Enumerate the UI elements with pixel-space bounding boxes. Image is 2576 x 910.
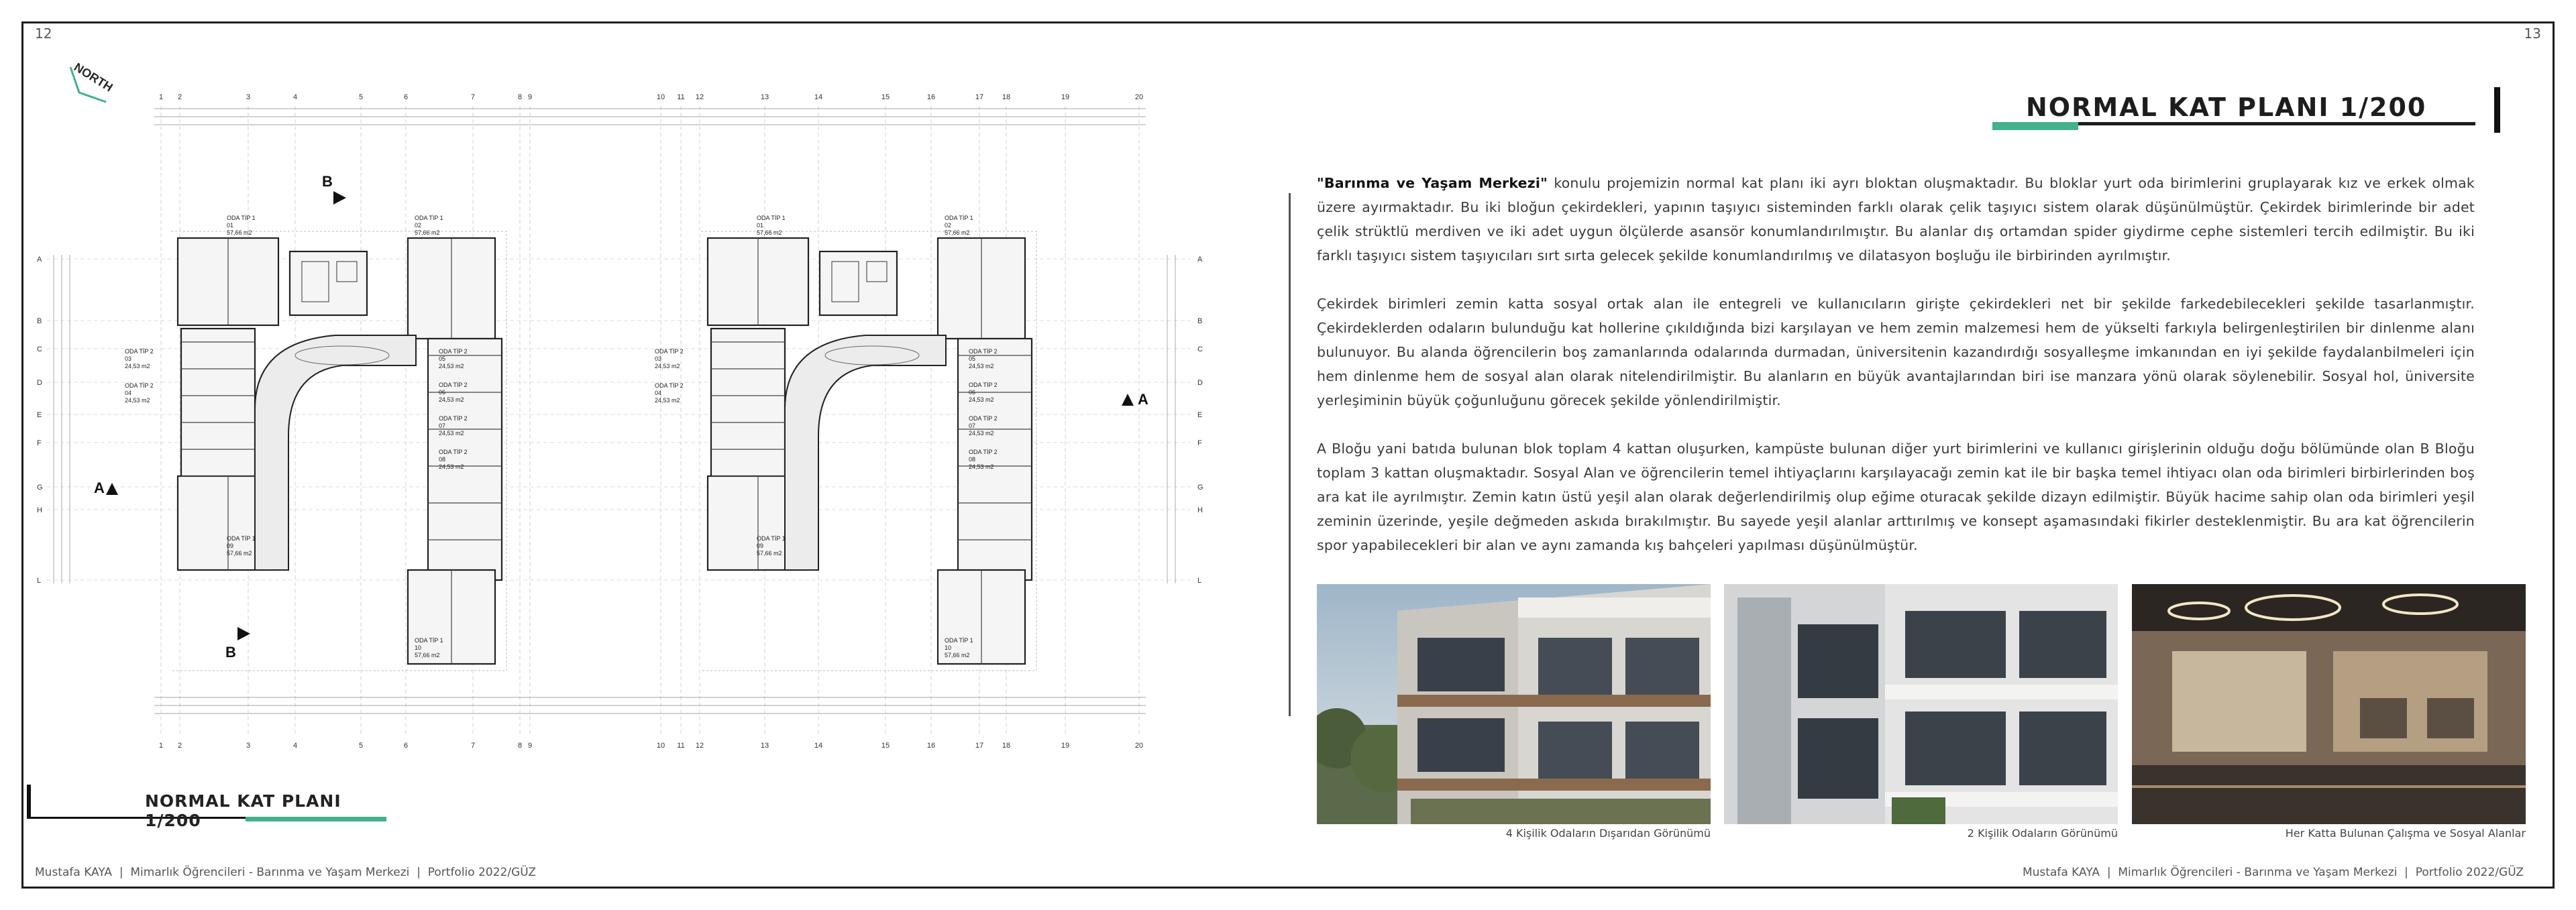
room-area: 24,53 m2 bbox=[969, 463, 994, 470]
grid-col-label-bottom: 17 bbox=[975, 742, 984, 750]
grid-col-label-top: 4 bbox=[292, 93, 298, 101]
room-type: ODA TİP 1 bbox=[415, 215, 443, 221]
room-number: 10 bbox=[945, 644, 952, 651]
room-area: 24,53 m2 bbox=[969, 430, 994, 437]
grid-col-label-bottom: 20 bbox=[1134, 742, 1144, 750]
room-number: 04 bbox=[125, 390, 132, 396]
page-number-right: 13 bbox=[2524, 25, 2541, 42]
room-area: 24,53 m2 bbox=[969, 396, 994, 403]
plan-caption-text: NORMAL KAT PLANI 1/200 bbox=[145, 791, 341, 830]
room-type: ODA TİP 2 bbox=[655, 348, 684, 355]
svg-text:A: A bbox=[94, 479, 105, 496]
grid-col-label-top: 2 bbox=[177, 93, 182, 101]
social-hall bbox=[255, 335, 416, 570]
grid-col-label-top: 12 bbox=[695, 93, 704, 101]
title-accent bbox=[1992, 122, 2078, 130]
grid-row-label-left: B bbox=[37, 317, 42, 325]
room-area: 24,53 m2 bbox=[125, 397, 150, 404]
room-type: ODA TİP 1 bbox=[227, 215, 256, 221]
section-marker-a-left bbox=[94, 479, 118, 496]
room-area: 24,53 m2 bbox=[125, 363, 150, 369]
room-type: ODA TİP 2 bbox=[655, 382, 684, 389]
project-name: "Barınma ve Yaşam Merkezi" bbox=[1317, 175, 1548, 191]
grid-col-label-top: 19 bbox=[1061, 93, 1070, 101]
room-area: 24,53 m2 bbox=[439, 463, 464, 470]
grid-col-label-bottom: 1 bbox=[158, 742, 164, 750]
paragraph-2: Çekirdek birimleri zemin katta sosyal ortak alan ile entegreli ve kullanıcıların girişte çekirdekleri net bir şekilde farkedebilecekleri şekilde tasarlanmıştır. Çekirdeklerden odaların bulunduğu kat hollerine çıkıldığında bizi karşılayan ve hem zemin malzemesi hem de yükselti farkıyla belirgenleştirilen bir dinlenme alanı bulunuyor. Bu alanda öğrencilerin boş zamanlarında odalarında durmadan, üniversitenin kazandırdığı sosyalleşme imkanından en iyi şekilde faydalanbilmeleri için hem dinlenme hem de sosyal alan olarak nitelendirilmiştir. Bu alanların en büyük avantajlarından biri ise manzara yönü olarak söylenebilir. Sosyal hol, üniversite yerleşiminin büyük çoğunluğunu görecek şekilde yönlendirilmiştir. bbox=[1317, 296, 2475, 408]
grid-row-label-left: A bbox=[37, 255, 42, 264]
room-number: 06 bbox=[439, 389, 446, 396]
room-area: 57,66 m2 bbox=[757, 229, 782, 236]
section-marker-b-top bbox=[322, 173, 346, 205]
room-type: ODA TİP 2 bbox=[969, 348, 998, 355]
room-area: 57,66 m2 bbox=[227, 229, 252, 236]
title-end-cap bbox=[2494, 87, 2500, 133]
room-number: 09 bbox=[757, 543, 764, 549]
room-area: 24,53 m2 bbox=[439, 396, 464, 403]
grid-col-label-bottom: 9 bbox=[527, 742, 533, 750]
svg-text:A: A bbox=[1138, 391, 1148, 408]
room-number: 07 bbox=[969, 422, 976, 429]
room-type: ODA TİP 2 bbox=[439, 415, 468, 422]
grid-col-label-top: 5 bbox=[358, 93, 364, 101]
grid-col-label-bottom: 2 bbox=[177, 742, 182, 750]
room-type: ODA TİP 2 bbox=[969, 382, 998, 388]
grid-labels-left bbox=[37, 255, 43, 585]
grid-row-label-right: G bbox=[1197, 484, 1203, 492]
room-area: 57,66 m2 bbox=[415, 652, 440, 659]
room-label bbox=[757, 215, 786, 236]
room-number: 01 bbox=[227, 222, 234, 229]
grid-row-label-right: E bbox=[1197, 411, 1203, 419]
grid-labels-top bbox=[159, 93, 1143, 101]
grid-row-label-left: G bbox=[37, 484, 43, 492]
grid-col-label-top: 11 bbox=[677, 93, 685, 101]
north-arrow bbox=[70, 60, 115, 102]
render-2-person-rooms bbox=[1724, 584, 2118, 824]
room-type: ODA TİP 2 bbox=[969, 415, 998, 422]
svg-text:B: B bbox=[322, 173, 333, 190]
title-block bbox=[1992, 87, 2522, 141]
section-marker-a-right bbox=[1122, 391, 1148, 408]
grid-row-label-right: F bbox=[1197, 439, 1202, 447]
room-number: 10 bbox=[415, 644, 422, 651]
room-number: 09 bbox=[227, 543, 234, 549]
room-type: ODA TİP 2 bbox=[125, 348, 154, 355]
grid-row-label-right: C bbox=[1197, 345, 1203, 353]
room-number: 03 bbox=[125, 355, 132, 362]
room-label bbox=[125, 348, 154, 369]
grid-row-label-right: A bbox=[1197, 255, 1203, 264]
paragraph-1 bbox=[1317, 171, 2475, 268]
room-area: 24,53 m2 bbox=[439, 430, 464, 437]
page-title: NORMAL KAT PLANI 1/200 bbox=[2026, 93, 2427, 122]
grid-col-label-top: 17 bbox=[975, 93, 984, 101]
room-type: ODA TİP 1 bbox=[227, 535, 256, 542]
room-type: ODA TİP 2 bbox=[439, 348, 468, 355]
grid-col-label-top: 16 bbox=[926, 93, 936, 101]
render-study-social-areas bbox=[2132, 584, 2526, 824]
room-type: ODA TİP 2 bbox=[439, 449, 468, 455]
grid-row-label-left: F bbox=[37, 439, 42, 447]
grid-col-label-top: 20 bbox=[1134, 93, 1144, 101]
grid-col-label-bottom: 15 bbox=[881, 742, 890, 750]
social-hall bbox=[785, 335, 946, 570]
text-side-rule bbox=[1289, 193, 1291, 716]
render-exterior-4-person-rooms bbox=[1317, 584, 1711, 824]
svg-text:B: B bbox=[225, 644, 236, 661]
grid-col-label-top: 15 bbox=[881, 93, 890, 101]
grid-col-label-top: 9 bbox=[527, 93, 533, 101]
room-area: 57,66 m2 bbox=[227, 550, 252, 557]
room-type: ODA TİP 1 bbox=[757, 215, 786, 221]
grid-col-label-top: 7 bbox=[470, 93, 476, 101]
room-type: ODA TİP 1 bbox=[757, 535, 786, 542]
grid-row-label-right: H bbox=[1197, 506, 1203, 514]
grid-col-label-top: 8 bbox=[517, 93, 523, 101]
plan-caption-accent bbox=[246, 817, 386, 821]
page-number-left: 12 bbox=[35, 25, 52, 42]
paragraph-1-text: konulu projemizin normal kat planı iki ayrı bloktan oluşmaktadır. Bu bloklar yurt oda birimlerini gruplayarak kız ve erkek olmak üzere ayırmaktadır. Bu iki bloğun çekirdekleri, yapının taşıyıcı sisteminden farklı olarak çelik taşıyıcı sistem olarak düşünülmüştür. Çekirdek birimlerinde bir adet çelik strüktlü merdiven ve iki adet uygun ölçülerde asansör konumlandırılmıştır. Bu alanlar dış ortamdan spider giydirme cephe sistemleri tercih edilmiştir. Bu iki farklı taşıyıcı sistem taşıyıcıları sırt sırta gelecek şekilde konumlandırılmış ve dilatasyon boşluğu ile birbirinden ayrılmıştır. bbox=[1317, 175, 2475, 264]
room-type: ODA TİP 1 bbox=[945, 215, 973, 221]
grid-row-label-right: L bbox=[1197, 577, 1202, 585]
grid-row-label-right: B bbox=[1197, 317, 1203, 325]
photo-caption-1: 4 Kişilik Odaların Dışarıdan Görünümü bbox=[1505, 827, 1711, 840]
room-number: 01 bbox=[757, 222, 764, 229]
grid-col-label-top: 13 bbox=[760, 93, 769, 101]
grid-col-label-bottom: 7 bbox=[470, 742, 476, 750]
grid-labels-right bbox=[1197, 255, 1203, 585]
footer-left: Mustafa KAYA | Mimarlık Öğrencileri - Barınma ve Yaşam Merkezi | Portfolio 2022/GÜZ bbox=[35, 866, 537, 879]
room-area: 57,66 m2 bbox=[945, 229, 970, 236]
grid-col-label-bottom: 19 bbox=[1061, 742, 1070, 750]
room-number: 06 bbox=[969, 389, 976, 396]
room-area: 24,53 m2 bbox=[439, 363, 464, 369]
grid-row-label-right: D bbox=[1197, 379, 1203, 387]
grid-col-label-bottom: 13 bbox=[760, 742, 769, 750]
room-type: ODA TİP 2 bbox=[969, 449, 998, 455]
photo-caption-2: 2 Kişilik Odaların Görünümü bbox=[1967, 827, 2118, 840]
room-area: 24,53 m2 bbox=[969, 363, 994, 369]
room-number: 05 bbox=[969, 355, 976, 362]
room-number: 08 bbox=[439, 456, 446, 463]
grid-col-label-bottom: 18 bbox=[1002, 742, 1011, 750]
room-label bbox=[655, 348, 684, 369]
grid-col-label-bottom: 10 bbox=[656, 742, 665, 750]
grid-col-label-bottom: 11 bbox=[677, 742, 685, 750]
room-area: 57,66 m2 bbox=[415, 229, 440, 236]
grid-row-label-left: C bbox=[37, 345, 42, 353]
grid-col-label-bottom: 6 bbox=[403, 742, 409, 750]
room-number: 02 bbox=[415, 222, 422, 229]
room-number: 03 bbox=[655, 355, 662, 362]
grid-col-label-bottom: 4 bbox=[292, 742, 298, 750]
floor-plan-drawing bbox=[27, 60, 1208, 805]
grid-col-label-bottom: 12 bbox=[695, 742, 704, 750]
grid-col-label-top: 3 bbox=[246, 93, 251, 101]
room-type: ODA TİP 1 bbox=[415, 637, 443, 644]
room-area: 57,66 m2 bbox=[945, 652, 970, 659]
grid-col-label-top: 18 bbox=[1002, 93, 1011, 101]
room-type: ODA TİP 2 bbox=[439, 382, 468, 388]
body-text bbox=[1317, 171, 2475, 581]
room-label bbox=[655, 382, 684, 404]
grid-col-label-bottom: 5 bbox=[358, 742, 364, 750]
room-number: 07 bbox=[439, 422, 446, 429]
room-number: 08 bbox=[969, 456, 976, 463]
room-number: 02 bbox=[945, 222, 952, 229]
grid-col-label-bottom: 16 bbox=[926, 742, 936, 750]
grid-col-label-top: 14 bbox=[814, 93, 823, 101]
room-column bbox=[181, 329, 255, 493]
plan-caption bbox=[27, 785, 360, 830]
grid-col-label-top: 6 bbox=[403, 93, 409, 101]
grid-row-label-left: H bbox=[37, 506, 42, 514]
room-column bbox=[711, 329, 785, 493]
room-label bbox=[945, 215, 973, 236]
room-type: ODA TİP 1 bbox=[945, 637, 973, 644]
grid-col-label-bottom: 14 bbox=[814, 742, 823, 750]
grid-row-label-left: L bbox=[37, 577, 42, 585]
grid-col-label-bottom: 3 bbox=[246, 742, 251, 750]
grid-labels-bottom bbox=[159, 742, 1143, 750]
paragraph-3: A Bloğu yani batıda bulunan blok toplam 4 kattan oluşurken, kampüste bulunan diğer yurt birimlerini ve kullanıcı girişlerinin olduğu doğu bölümünde olan B Bloğu toplam 3 kattan oluşmaktadır. Sosyal Alan ve öğrencilerin temel ihtiyaçlarını karşılayacağı zemin kat ile bir başka temel ihtiyacı olan oda birimleri birbirlerinden boş ara kat ile ayrılmıştır. Zemin katın üstü yeşil alan olarak değerlendirilmiş olup eğime oturacak şekilde dizayn edilmiştir. Büyük hacime sahip olan oda birimleri yeşil zeminin üzerinde, yeşile değmeden askıda bırakılmıştır. Bu sayede yeşil alanlar arttırılmış ve konsept aşamasındaki fikirler desteklenmiştir. Bu ara kat öğrencilerin spor yapabilecekleri bir alan ve aynı zamanda kış bahçeleri yapılması düşünülmüştür. bbox=[1317, 441, 2475, 553]
room-type: ODA TİP 2 bbox=[125, 382, 154, 389]
grid-row-label-left: E bbox=[37, 411, 42, 419]
grid-col-label-top: 1 bbox=[158, 93, 164, 101]
footer-right: Mustafa KAYA | Mimarlık Öğrencileri - Barınma ve Yaşam Merkezi | Portfolio 2022/GÜZ bbox=[2022, 866, 2524, 879]
room-label bbox=[227, 215, 256, 236]
north-label: NORTH bbox=[71, 60, 115, 95]
room-label bbox=[415, 215, 443, 236]
section-marker-b-bottom bbox=[225, 627, 250, 661]
room-area: 24,53 m2 bbox=[655, 363, 680, 369]
grid-row-label-left: D bbox=[37, 379, 42, 387]
room-label bbox=[125, 382, 154, 404]
grid-col-label-bottom: 8 bbox=[517, 742, 523, 750]
room-area: 24,53 m2 bbox=[655, 397, 680, 404]
room-number: 04 bbox=[655, 390, 662, 396]
grid-col-label-top: 10 bbox=[656, 93, 665, 101]
building-blocks bbox=[171, 231, 1036, 671]
room-number: 05 bbox=[439, 355, 446, 362]
photo-caption-3: Her Katta Bulunan Çalışma ve Sosyal Alanlar bbox=[2285, 827, 2526, 840]
room-area: 57,66 m2 bbox=[757, 550, 782, 557]
